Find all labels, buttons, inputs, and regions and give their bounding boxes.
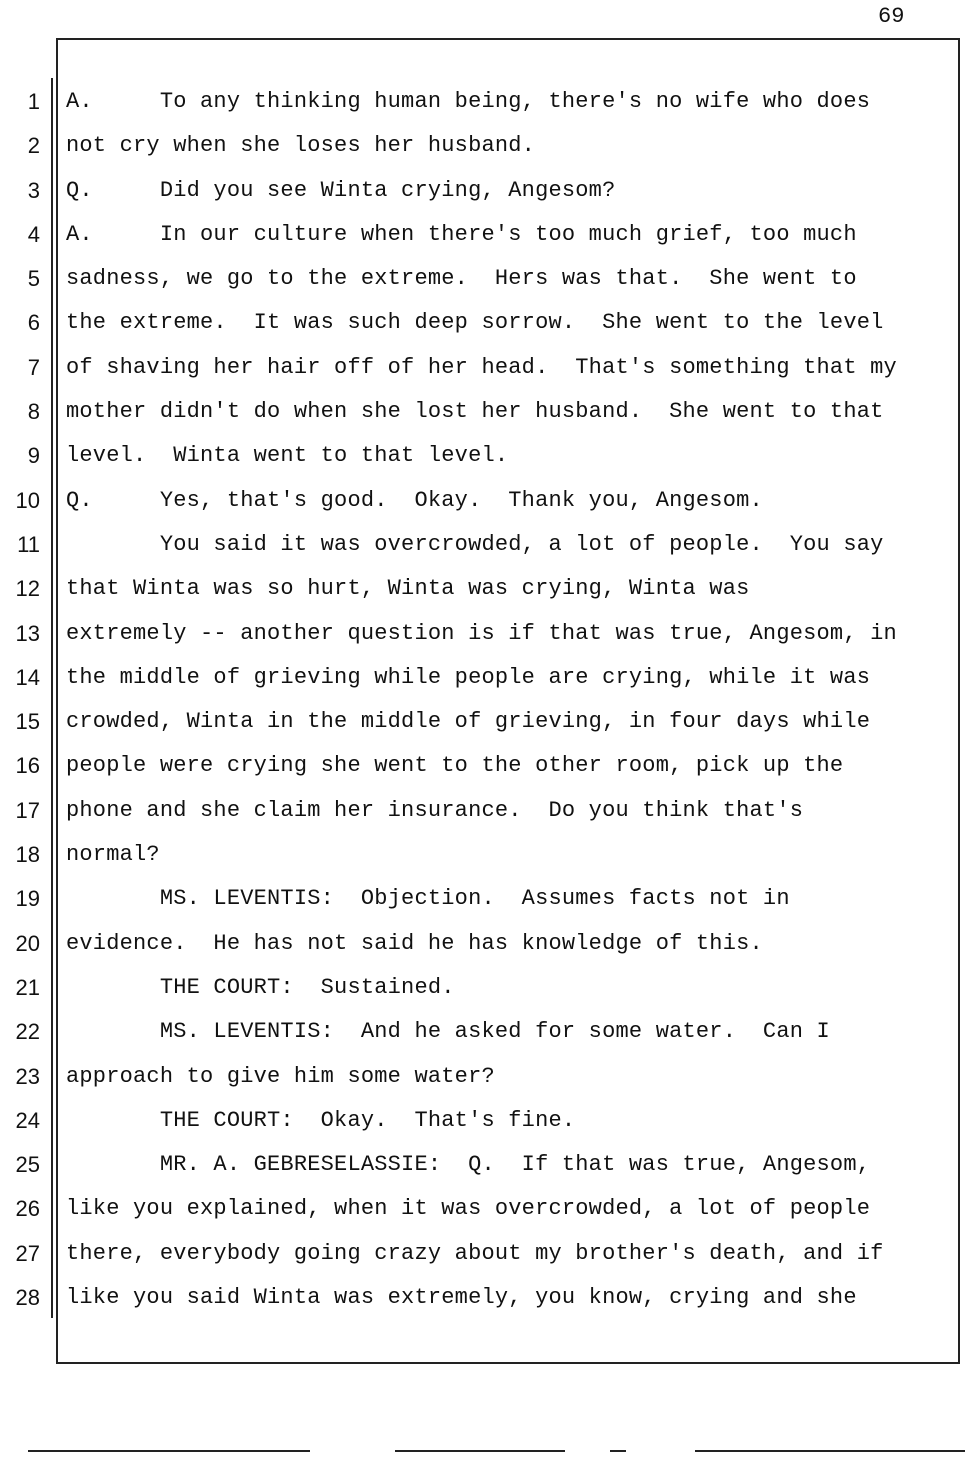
line-number: 13: [15, 620, 40, 646]
line-number: 4: [27, 221, 40, 247]
transcript-line: people were crying she went to the other room, pick up the: [66, 753, 844, 779]
line-number: 17: [15, 797, 40, 823]
transcript-line: like you explained, when it was overcrowded, a lot of people: [66, 1196, 871, 1222]
line-number: 20: [15, 930, 40, 956]
line-number: 22: [15, 1019, 40, 1045]
transcript-line: MS. LEVENTIS: And he asked for some water. Can I: [66, 1019, 830, 1045]
transcript-line: like you said Winta was extremely, you know, crying and she: [66, 1285, 857, 1311]
transcript-line: THE COURT: Sustained.: [66, 974, 455, 1000]
transcript-line: not cry when she loses her husband.: [66, 133, 536, 159]
footer-rule: [610, 1450, 626, 1452]
line-number: 1: [27, 89, 40, 114]
transcript-line: MR. A. GEBRESELASSIE: Q. If that was true, Angesom,: [66, 1152, 871, 1178]
line-number: 16: [15, 753, 40, 779]
transcript-line: the extreme. It was such deep sorrow. She went to the level: [66, 310, 884, 336]
line-number: 18: [15, 842, 40, 868]
footer-rules: [0, 1450, 975, 1456]
transcript-body: [66, 80, 946, 1320]
line-number: 28: [15, 1285, 40, 1311]
transcript-line: that Winta was so hurt, Winta was crying, Winta was: [66, 576, 750, 602]
line-number: 26: [15, 1196, 40, 1222]
line-number: 12: [15, 576, 40, 602]
transcript-line: phone and she claim her insurance. Do you think that's: [66, 797, 804, 823]
transcript-line: Q. Yes, that's good. Okay. Thank you, Angesom.: [66, 487, 763, 513]
line-number: 11: [17, 531, 40, 557]
line-number: 7: [27, 354, 40, 380]
transcript-line: approach to give him some water?: [66, 1063, 495, 1089]
transcript-line: normal?: [66, 842, 160, 868]
transcript-line: the middle of grieving while people are crying, while it was: [66, 664, 871, 690]
transcript-line: THE COURT: Okay. That's fine.: [66, 1107, 576, 1133]
line-number: 10: [15, 487, 40, 513]
line-number: 21: [15, 974, 40, 1000]
transcript-line: evidence. He has not said he has knowledge of this.: [66, 930, 763, 956]
transcript-line: crowded, Winta in the middle of grieving, in four days while: [66, 709, 871, 735]
transcript-line: there, everybody going crazy about my brother's death, and if: [66, 1240, 884, 1266]
line-number: 25: [15, 1152, 40, 1178]
line-number: 23: [15, 1063, 40, 1089]
line-number: 2: [27, 133, 40, 159]
line-number-column: [0, 80, 40, 1320]
line-number: 27: [15, 1240, 40, 1266]
transcript-line: of shaving her hair off of her head. That's something that my: [66, 354, 897, 380]
line-number: 24: [15, 1107, 40, 1133]
line-number: 3: [27, 177, 40, 203]
transcript-line: A. To any thinking human being, there's no wife who does: [66, 89, 871, 114]
line-number: 5: [27, 266, 40, 292]
transcript-line: A. In our culture when there's too much grief, too much: [66, 221, 857, 247]
footer-rule: [695, 1450, 965, 1452]
footer-rule: [395, 1450, 565, 1452]
transcript-line: Q. Did you see Winta crying, Angesom?: [66, 177, 616, 203]
transcript-line: level. Winta went to that level.: [66, 443, 509, 469]
transcript-line: mother didn't do when she lost her husband. She went to that: [66, 399, 884, 425]
transcript-line: You said it was overcrowded, a lot of people. You say: [66, 531, 884, 557]
line-number-rule: [51, 78, 53, 1318]
transcript-line: MS. LEVENTIS: Objection. Assumes facts not in: [66, 886, 790, 912]
page-number: 69: [878, 4, 905, 29]
transcript-line: extremely -- another question is if that was true, Angesom, in: [66, 620, 897, 646]
transcript-line: sadness, we go to the extreme. Hers was that. She went to: [66, 266, 857, 292]
line-number: 19: [15, 886, 40, 912]
line-number: 8: [27, 399, 40, 425]
line-number: 15: [15, 709, 40, 735]
footer-rule: [28, 1450, 310, 1452]
line-number: 6: [27, 310, 40, 336]
line-number: 9: [27, 443, 40, 469]
line-number: 14: [15, 664, 40, 690]
